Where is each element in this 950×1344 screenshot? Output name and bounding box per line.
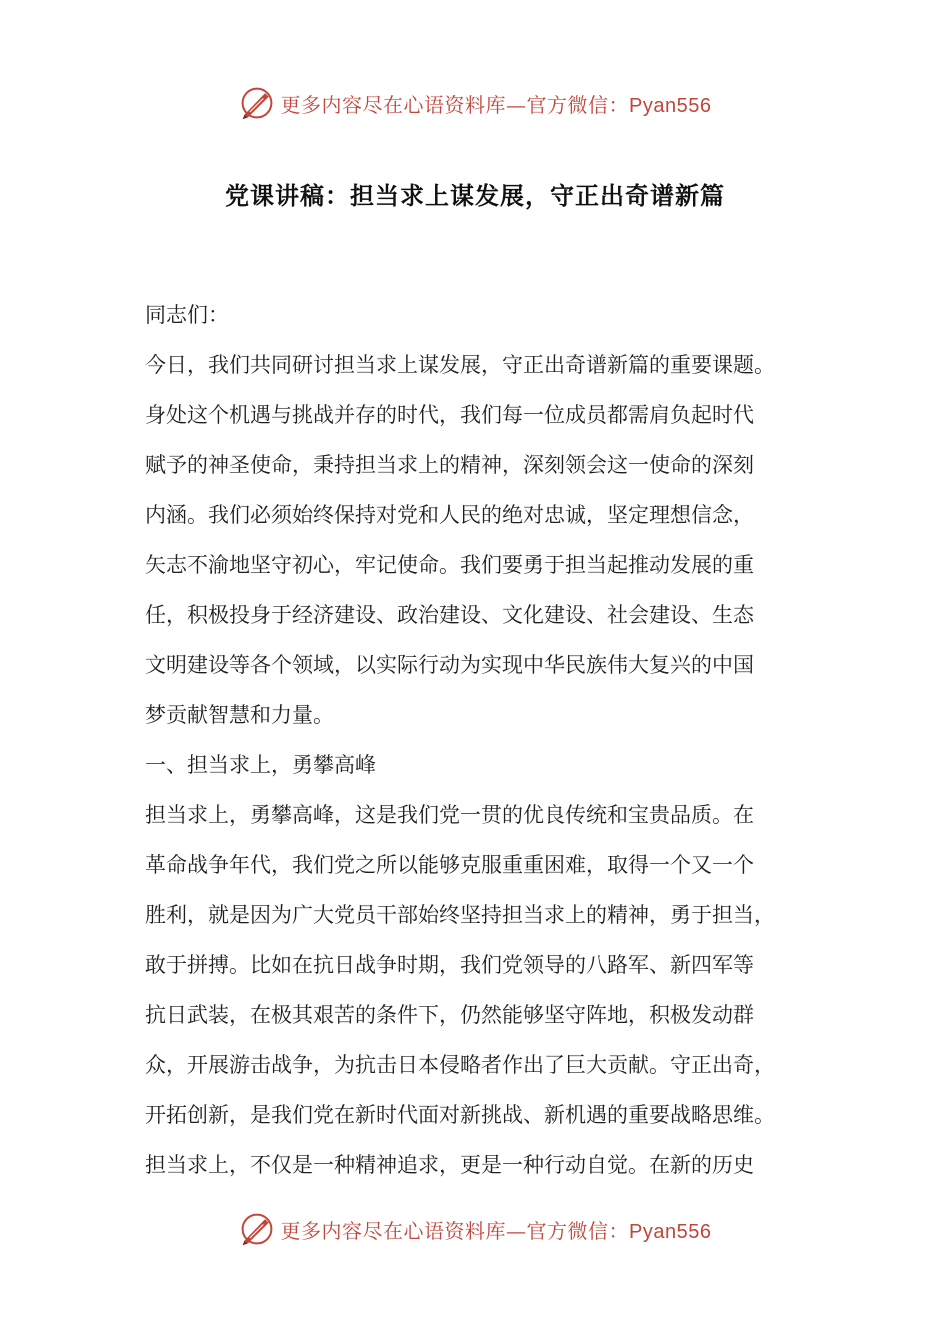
banner-text: 更多内容尽在心语资料库—官方微信：Pyan556: [280, 1218, 712, 1243]
paragraph-line: 胜利，就是因为广大党员干部始终坚持担当求上的精神，勇于担当，: [145, 903, 775, 927]
header-banner: [0, 81, 950, 125]
paragraph-line: 开拓创新，是我们党在新时代面对新挑战、新机遇的重要战略思维。: [145, 1103, 775, 1127]
paragraph-line: 内涵。我们必须始终保持对党和人民的绝对忠诚，坚定理想信念，: [145, 503, 754, 527]
paragraph-line: 敢于拼搏。比如在抗日战争时期，我们党领导的八路军、新四军等: [145, 953, 754, 977]
pen-logo-icon: [239, 85, 275, 121]
section-heading: 一、担当求上，勇攀高峰: [145, 753, 376, 777]
salutation: 同志们：: [145, 303, 229, 327]
paragraph-line: 抗日武装，在极其艰苦的条件下，仍然能够坚守阵地，积极发动群: [145, 1003, 754, 1027]
paragraph-line: 众，开展游击战争，为抗击日本侵略者作出了巨大贡献。守正出奇，: [145, 1053, 775, 1077]
pen-logo-icon: [239, 1211, 275, 1247]
wechat-id: Pyan556: [629, 1220, 712, 1243]
paragraph-line: 矢志不渝地坚守初心，牢记使命。我们要勇于担当起推动发展的重: [145, 553, 754, 577]
footer-banner: [0, 1207, 950, 1251]
paragraph-line: 梦贡献智慧和力量。: [145, 703, 334, 727]
document-body: [145, 290, 845, 1190]
paragraph-line: 革命战争年代，我们党之所以能够克服重重困难，取得一个又一个: [145, 853, 754, 877]
paragraph-line: 任，积极投身于经济建设、政治建设、文化建设、社会建设、生态: [145, 603, 754, 627]
paragraph-line: 担当求上，勇攀高峰，这是我们党一贯的优良传统和宝贵品质。在: [145, 803, 754, 827]
paragraph-line: 今日，我们共同研讨担当求上谋发展，守正出奇谱新篇的重要课题。: [145, 353, 775, 377]
banner-text: 更多内容尽在心语资料库—官方微信：Pyan556: [280, 92, 712, 117]
paragraph-line: 赋予的神圣使命，秉持担当求上的精神，深刻领会这一使命的深刻: [145, 453, 754, 477]
paragraph-line: 文明建设等各个领域，以实际行动为实现中华民族伟大复兴的中国: [145, 653, 754, 677]
page-title: 党课讲稿：担当求上谋发展，守正出奇谱新篇: [225, 181, 725, 210]
paragraph-line: 身处这个机遇与挑战并存的时代，我们每一位成员都需肩负起时代: [145, 403, 754, 427]
paragraph-line: 担当求上，不仅是一种精神追求，更是一种行动自觉。在新的历史: [145, 1153, 754, 1177]
wechat-id: Pyan556: [629, 94, 712, 117]
